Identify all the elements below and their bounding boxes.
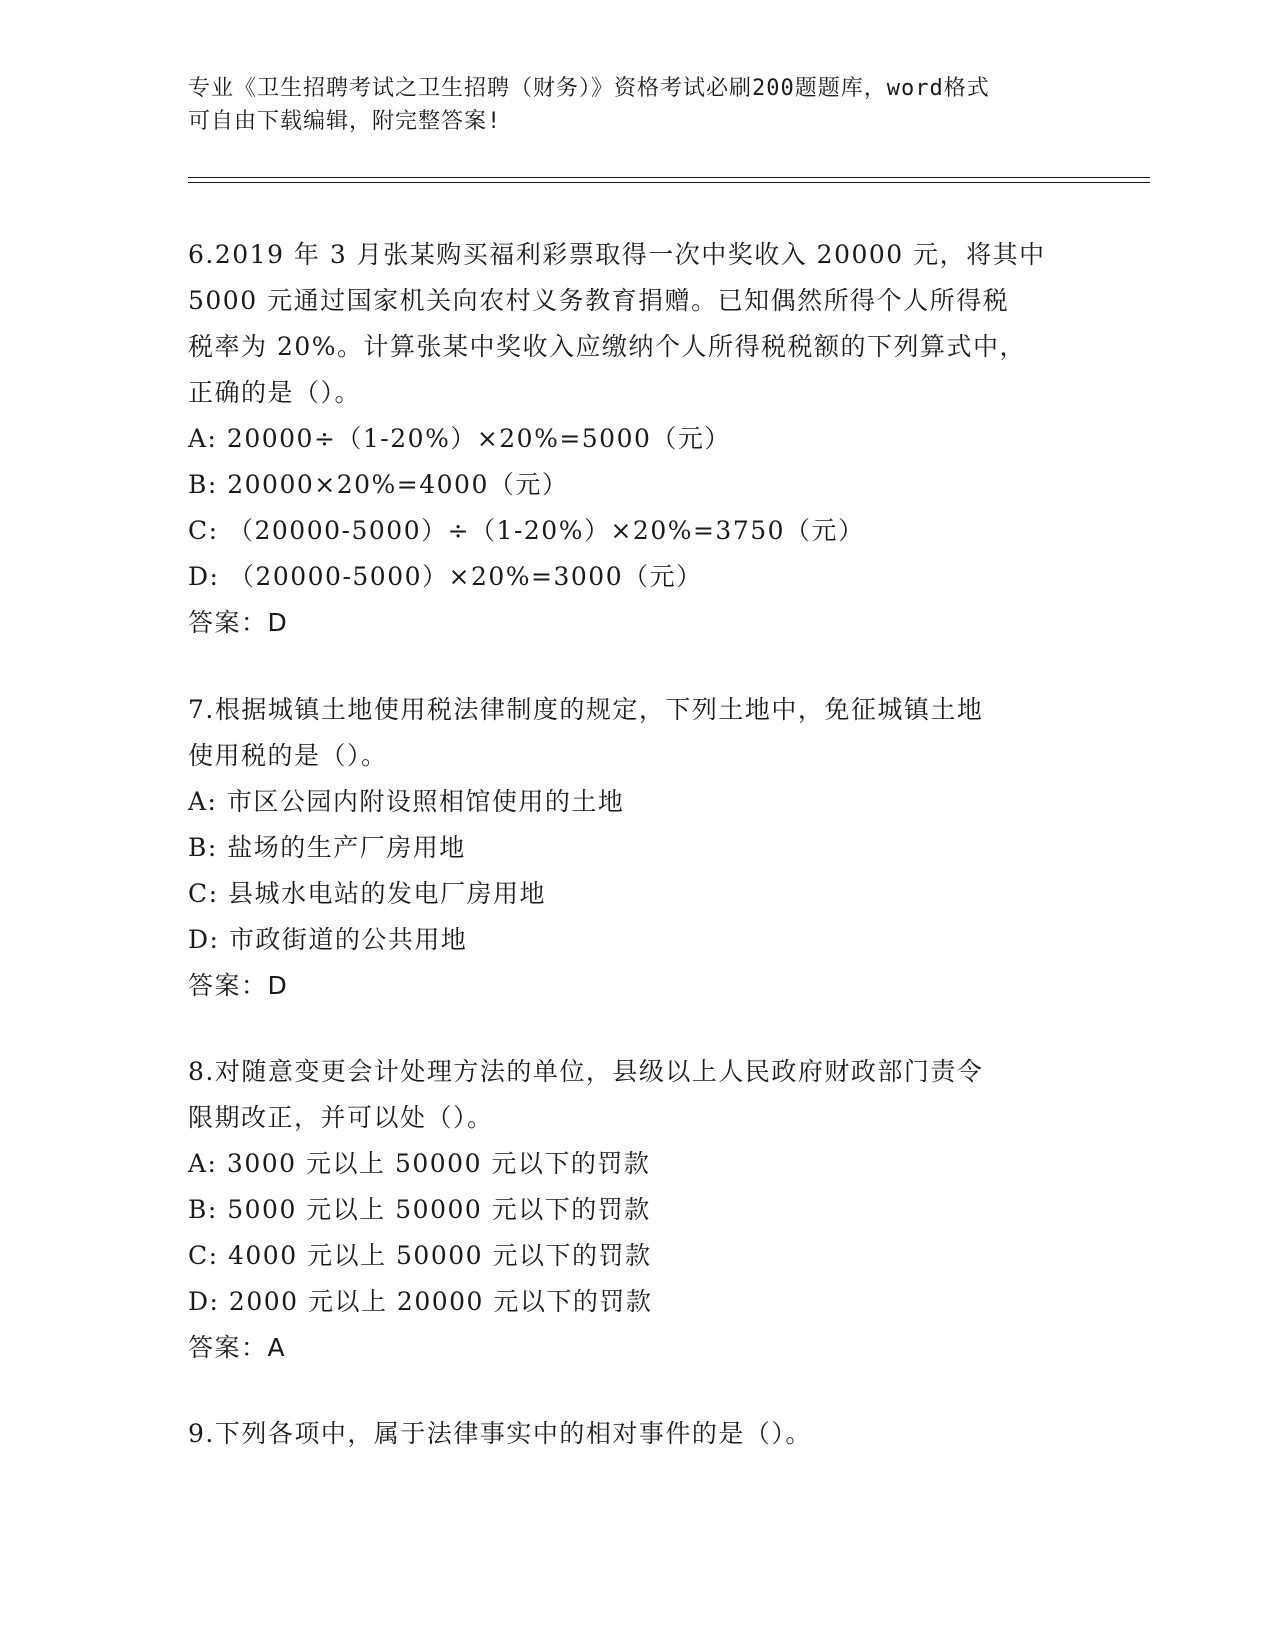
header-title-line-1: 专业《卫生招聘考试之卫生招聘（财务）》资格考试必刷200题题库，word格式 [188, 76, 990, 101]
question-stem-line: 8.对随意变更会计处理方法的单位，县级以上人民政府财政部门责令 [188, 1057, 984, 1086]
option-b: B: 5000 元以上 50000 元以下的罚款 [188, 1195, 651, 1224]
option-c: C: 县城水电站的发电厂房用地 [188, 879, 546, 908]
question-stem-line: 限期改正，并可以处（）。 [188, 1103, 494, 1132]
option-d: D: （20000-5000）×20%=3000（元） [188, 562, 703, 591]
question-stem-line: 税率为 20%。计算张某中奖收入应缴纳个人所得税税额的下列算式中， [188, 332, 1027, 361]
question-8 [188, 1049, 1068, 1371]
option-d: D: 2000 元以上 20000 元以下的罚款 [188, 1287, 653, 1316]
question-stem-line: 7.根据城镇土地使用税法律制度的规定，下列土地中，免征城镇土地 [188, 695, 984, 724]
question-9 [188, 1411, 1068, 1457]
option-d: D: 市政街道的公共用地 [188, 925, 468, 954]
question-6 [188, 232, 1068, 646]
option-c: C: （20000-5000）÷（1-20%）×20%=3750（元） [188, 516, 865, 545]
document-header [188, 72, 1088, 138]
question-stem-line: 使用税的是（）。 [188, 741, 388, 770]
option-a: A: 市区公园内附设照相馆使用的土地 [188, 787, 625, 816]
question-7 [188, 687, 1068, 1009]
header-divider-top [188, 177, 1150, 178]
question-stem-line: 9.下列各项中，属于法律事实中的相对事件的是（）。 [188, 1419, 812, 1448]
question-stem-line: 5000 元通过国家机关向农村义务教育捐赠。已知偶然所得个人所得税 [188, 286, 1010, 315]
option-c: C: 4000 元以上 50000 元以下的罚款 [188, 1241, 652, 1270]
answer-label: 答案：A [188, 1333, 287, 1362]
option-b: B: 盐场的生产厂房用地 [188, 833, 466, 862]
option-b: B: 20000×20%=4000（元） [188, 470, 569, 499]
option-a: A: 20000÷（1-20%）×20%=5000（元） [188, 424, 731, 453]
question-stem-line: 6.2019 年 3 月张某购买福利彩票取得一次中奖收入 20000 元，将其中 [188, 240, 1046, 269]
header-divider-bottom [188, 182, 1150, 183]
question-stem-line: 正确的是（）。 [188, 378, 362, 407]
header-title-line-2: 可自由下载编辑，附完整答案! [188, 109, 502, 134]
option-a: A: 3000 元以上 50000 元以下的罚款 [188, 1149, 651, 1178]
answer-label: 答案：D [188, 608, 289, 637]
answer-label: 答案：D [188, 971, 289, 1000]
